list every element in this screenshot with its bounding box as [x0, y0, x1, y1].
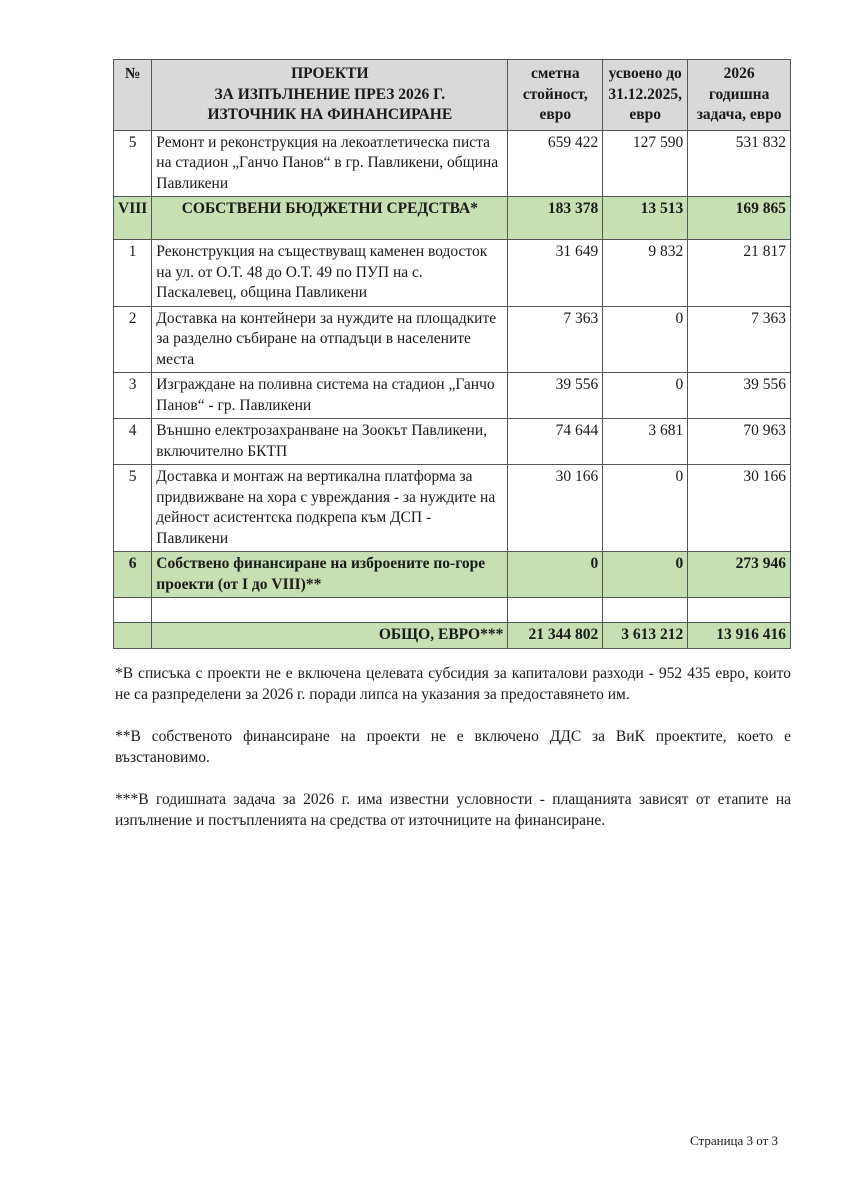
row-spent: 0 — [603, 373, 688, 419]
row-spent: 0 — [603, 306, 688, 373]
section-row-own-budget — [114, 197, 791, 240]
row-task: 30 166 — [688, 465, 791, 552]
row-project-name: Собствено финансиране на изброените по-горе проекти (от I до VIII)** — [152, 552, 508, 598]
row-estimate: 39 556 — [508, 373, 603, 419]
row-estimate: 0 — [508, 552, 603, 598]
row-task: 273 946 — [688, 552, 791, 598]
table-row — [114, 130, 791, 197]
row-no: 1 — [114, 240, 152, 307]
page-number: Страница 3 от 3 — [690, 1133, 779, 1148]
section-no: VIII — [114, 197, 152, 240]
total-spent: 3 613 212 — [603, 623, 688, 649]
row-project-name: Доставка на контейнери за нуждите на площадките за разделно събиране на отпадъци в населените места — [152, 306, 508, 373]
section-spent: 13 513 — [603, 197, 688, 240]
empty-row — [114, 598, 791, 623]
row-task: 70 963 — [688, 419, 791, 465]
total-task: 13 916 416 — [688, 623, 791, 649]
table-row — [114, 240, 791, 307]
row-no: 5 — [114, 130, 152, 197]
own-financing-row — [114, 552, 791, 598]
empty-cell — [114, 598, 152, 623]
header-projects — [152, 60, 508, 131]
row-project-name: Реконструкция на съществуващ каменен водосток на ул. от О.Т. 48 до О.Т. 49 по ПУП на с. Паскалевец, община Павликени — [152, 240, 508, 307]
header-no: № — [114, 60, 152, 131]
section-task: 169 865 — [688, 197, 791, 240]
row-project-name: Външно електрозахранване на Зоокът Павликени, включително БКТП — [152, 419, 508, 465]
empty-cell — [508, 598, 603, 623]
table-row — [114, 306, 791, 373]
row-estimate: 31 649 — [508, 240, 603, 307]
row-project-name: Ремонт и реконструкция на лекоатлетическа писта на стадион „Ганчо Панов“ в гр. Павликени, община Павликени — [152, 130, 508, 197]
header-projects-line1: ПРОЕКТИ — [291, 65, 369, 82]
table-row — [114, 373, 791, 419]
row-spent: 0 — [603, 465, 688, 552]
total-label: ОБЩО, ЕВРО*** — [152, 623, 508, 649]
row-estimate: 659 422 — [508, 130, 603, 197]
empty-cell — [152, 598, 508, 623]
row-spent: 127 590 — [603, 130, 688, 197]
header-task: 2026 годишна задача, евро — [688, 60, 791, 131]
empty-cell — [688, 598, 791, 623]
row-project-name: Изграждане на поливна система на стадион „Ганчо Панов“ - гр. Павликени — [152, 373, 508, 419]
table-header-row — [114, 60, 791, 131]
section-estimate: 183 378 — [508, 197, 603, 240]
row-no: 5 — [114, 465, 152, 552]
footnote-1: *В списъка с проекти не е включена целевата субсидия за капиталови разходи - 952 435 евро, които не са разпределени за 2026 г. поради липса на указания за предоставянето им. — [115, 665, 791, 703]
row-project-name: Доставка и монтаж на вертикална платформа за придвижване на хора с увреждания - за нуждите на дейност асистентска подкрепа към ДСП - Павликени — [152, 465, 508, 552]
row-task: 7 363 — [688, 306, 791, 373]
row-task: 39 556 — [688, 373, 791, 419]
total-no — [114, 623, 152, 649]
total-estimate: 21 344 802 — [508, 623, 603, 649]
section-title: СОБСТВЕНИ БЮДЖЕТНИ СРЕДСТВА* — [152, 197, 508, 240]
footnote-2: **В собственото финансиране на проекти не е включено ДДС за ВиК проектите, което е възстановимо. — [115, 728, 791, 766]
table-row — [114, 465, 791, 552]
row-estimate: 7 363 — [508, 306, 603, 373]
row-no: 3 — [114, 373, 152, 419]
row-no: 6 — [114, 552, 152, 598]
row-no: 4 — [114, 419, 152, 465]
row-spent: 9 832 — [603, 240, 688, 307]
row-spent: 3 681 — [603, 419, 688, 465]
row-estimate: 30 166 — [508, 465, 603, 552]
row-no: 2 — [114, 306, 152, 373]
header-spent: усвоено до 31.12.2025, евро — [603, 60, 688, 131]
row-task: 531 832 — [688, 130, 791, 197]
footnote-3: ***В годишната задача за 2026 г. има известни условности - плащанията зависят от етапите на изпълнение и постъпленията на средства от източниците на финансиране. — [115, 791, 791, 829]
row-spent: 0 — [603, 552, 688, 598]
projects-table — [113, 59, 791, 649]
row-task: 21 817 — [688, 240, 791, 307]
row-estimate: 74 644 — [508, 419, 603, 465]
footnotes — [115, 663, 791, 852]
header-projects-line3: ИЗТОЧНИК НА ФИНАНСИРАНЕ — [207, 106, 453, 123]
empty-cell — [603, 598, 688, 623]
table-row — [114, 419, 791, 465]
header-projects-line2: ЗА ИЗПЪЛНЕНИЕ ПРЕЗ 2026 Г. — [214, 85, 446, 103]
total-row — [114, 623, 791, 649]
header-estimate: сметна стойност, евро — [508, 60, 603, 131]
